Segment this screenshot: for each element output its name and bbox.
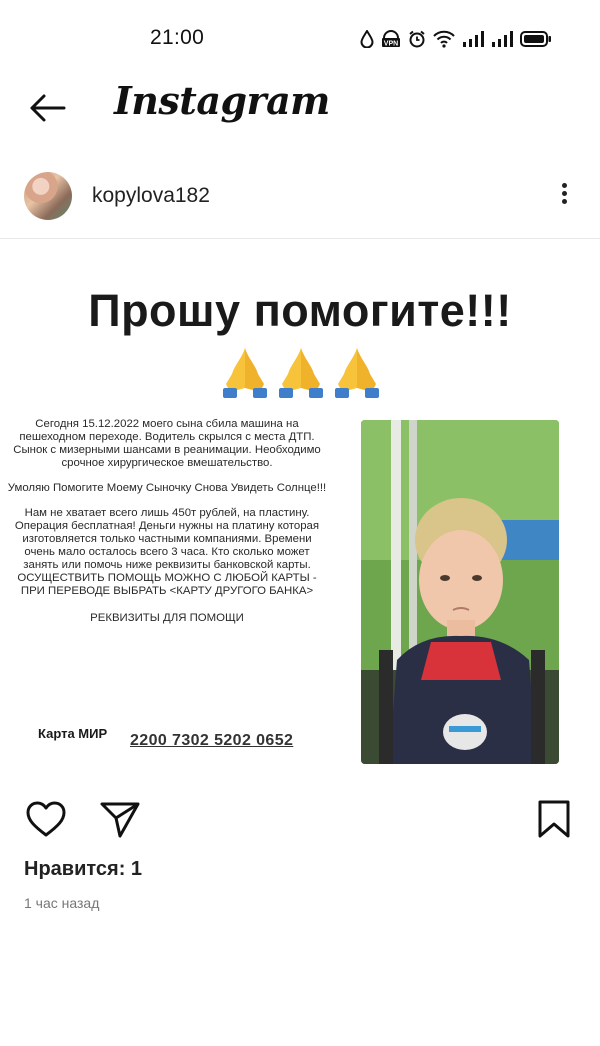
signal-icon	[462, 30, 484, 48]
post-actions	[0, 796, 600, 844]
bookmark-icon	[532, 798, 576, 842]
app-header	[0, 76, 600, 140]
status-icons	[360, 26, 552, 52]
likes-count[interactable]: Нравится: 1	[24, 858, 143, 880]
back-button[interactable]	[26, 90, 68, 126]
signal-icon	[491, 30, 513, 48]
child-photo	[361, 420, 559, 764]
requisites-title: РЕКВИЗИТЫ ДЛЯ ПОМОЩИ	[90, 612, 244, 624]
vpn-icon	[381, 29, 401, 49]
more-options-button[interactable]	[552, 180, 576, 214]
more-dot	[562, 199, 567, 204]
wifi-icon	[433, 30, 455, 48]
save-button[interactable]	[532, 798, 576, 842]
appeal-paragraph: Сегодня 15.12.2022 моего сына сбила машина на пешеходном переходе. Водитель скрылся с места ДТП. Сынок с мизерными шансами в реанимации. Необходимо срочное хирургическое вмешательство.	[13, 418, 321, 469]
post-header	[0, 160, 600, 239]
appeal-caps-text: ОСУЩЕСТВИТЬ ПОМОЩЬ МОЖНО С ЛЮБОЙ КАРТЫ - ПРИ ПЕРЕВОДЕ ВЫБРАТЬ <КАРТУ ДРУГОГО БАНКА>	[17, 572, 317, 597]
battery-icon	[520, 30, 552, 48]
back-arrow-icon	[26, 90, 68, 126]
username[interactable]: kopylova182	[92, 184, 210, 207]
avatar[interactable]	[24, 172, 72, 220]
praying-hands-icon	[220, 344, 270, 400]
share-button[interactable]	[98, 798, 142, 842]
card-label: Карта МИР	[38, 726, 108, 741]
child-photo-illustration	[361, 420, 559, 764]
more-dot	[562, 191, 567, 196]
more-dots-icon	[562, 183, 567, 188]
image-headline: Прошу помогите!!!	[88, 285, 512, 336]
like-button[interactable]	[24, 798, 68, 842]
praying-hands-icon	[276, 344, 326, 400]
instagram-logo: Instagram	[114, 78, 330, 123]
alarm-icon	[408, 30, 426, 48]
praying-hands-icon	[332, 344, 382, 400]
send-icon	[98, 798, 142, 842]
card-number: 2200 7302 5202 0652	[130, 732, 294, 749]
appeal-text	[6, 418, 328, 625]
praying-hands-row	[216, 344, 386, 400]
card-details	[38, 726, 328, 752]
post-timestamp: 1 час назад	[24, 895, 100, 911]
appeal-paragraph: Умоляю Помогите Моему Сыночку Снова Увидеть Солнце!!!	[7, 482, 327, 494]
vpn-label: VPN	[383, 40, 399, 48]
water-drop-icon	[360, 30, 374, 48]
status-bar	[0, 0, 600, 76]
heart-icon	[24, 798, 68, 842]
status-time: 21:00	[150, 26, 205, 49]
appeal-paragraph: Нам не хватает всего лишь 450т рублей, на пластину. Операция бесплатная! Деньги нужны на платину которая изготовляется только частными компаниями. Времени очень мало осталось всего 3 часа. Кто сколько может занять или помочь ниже реквизиты банковской карты.	[14, 507, 320, 571]
post-image[interactable]	[0, 240, 600, 788]
